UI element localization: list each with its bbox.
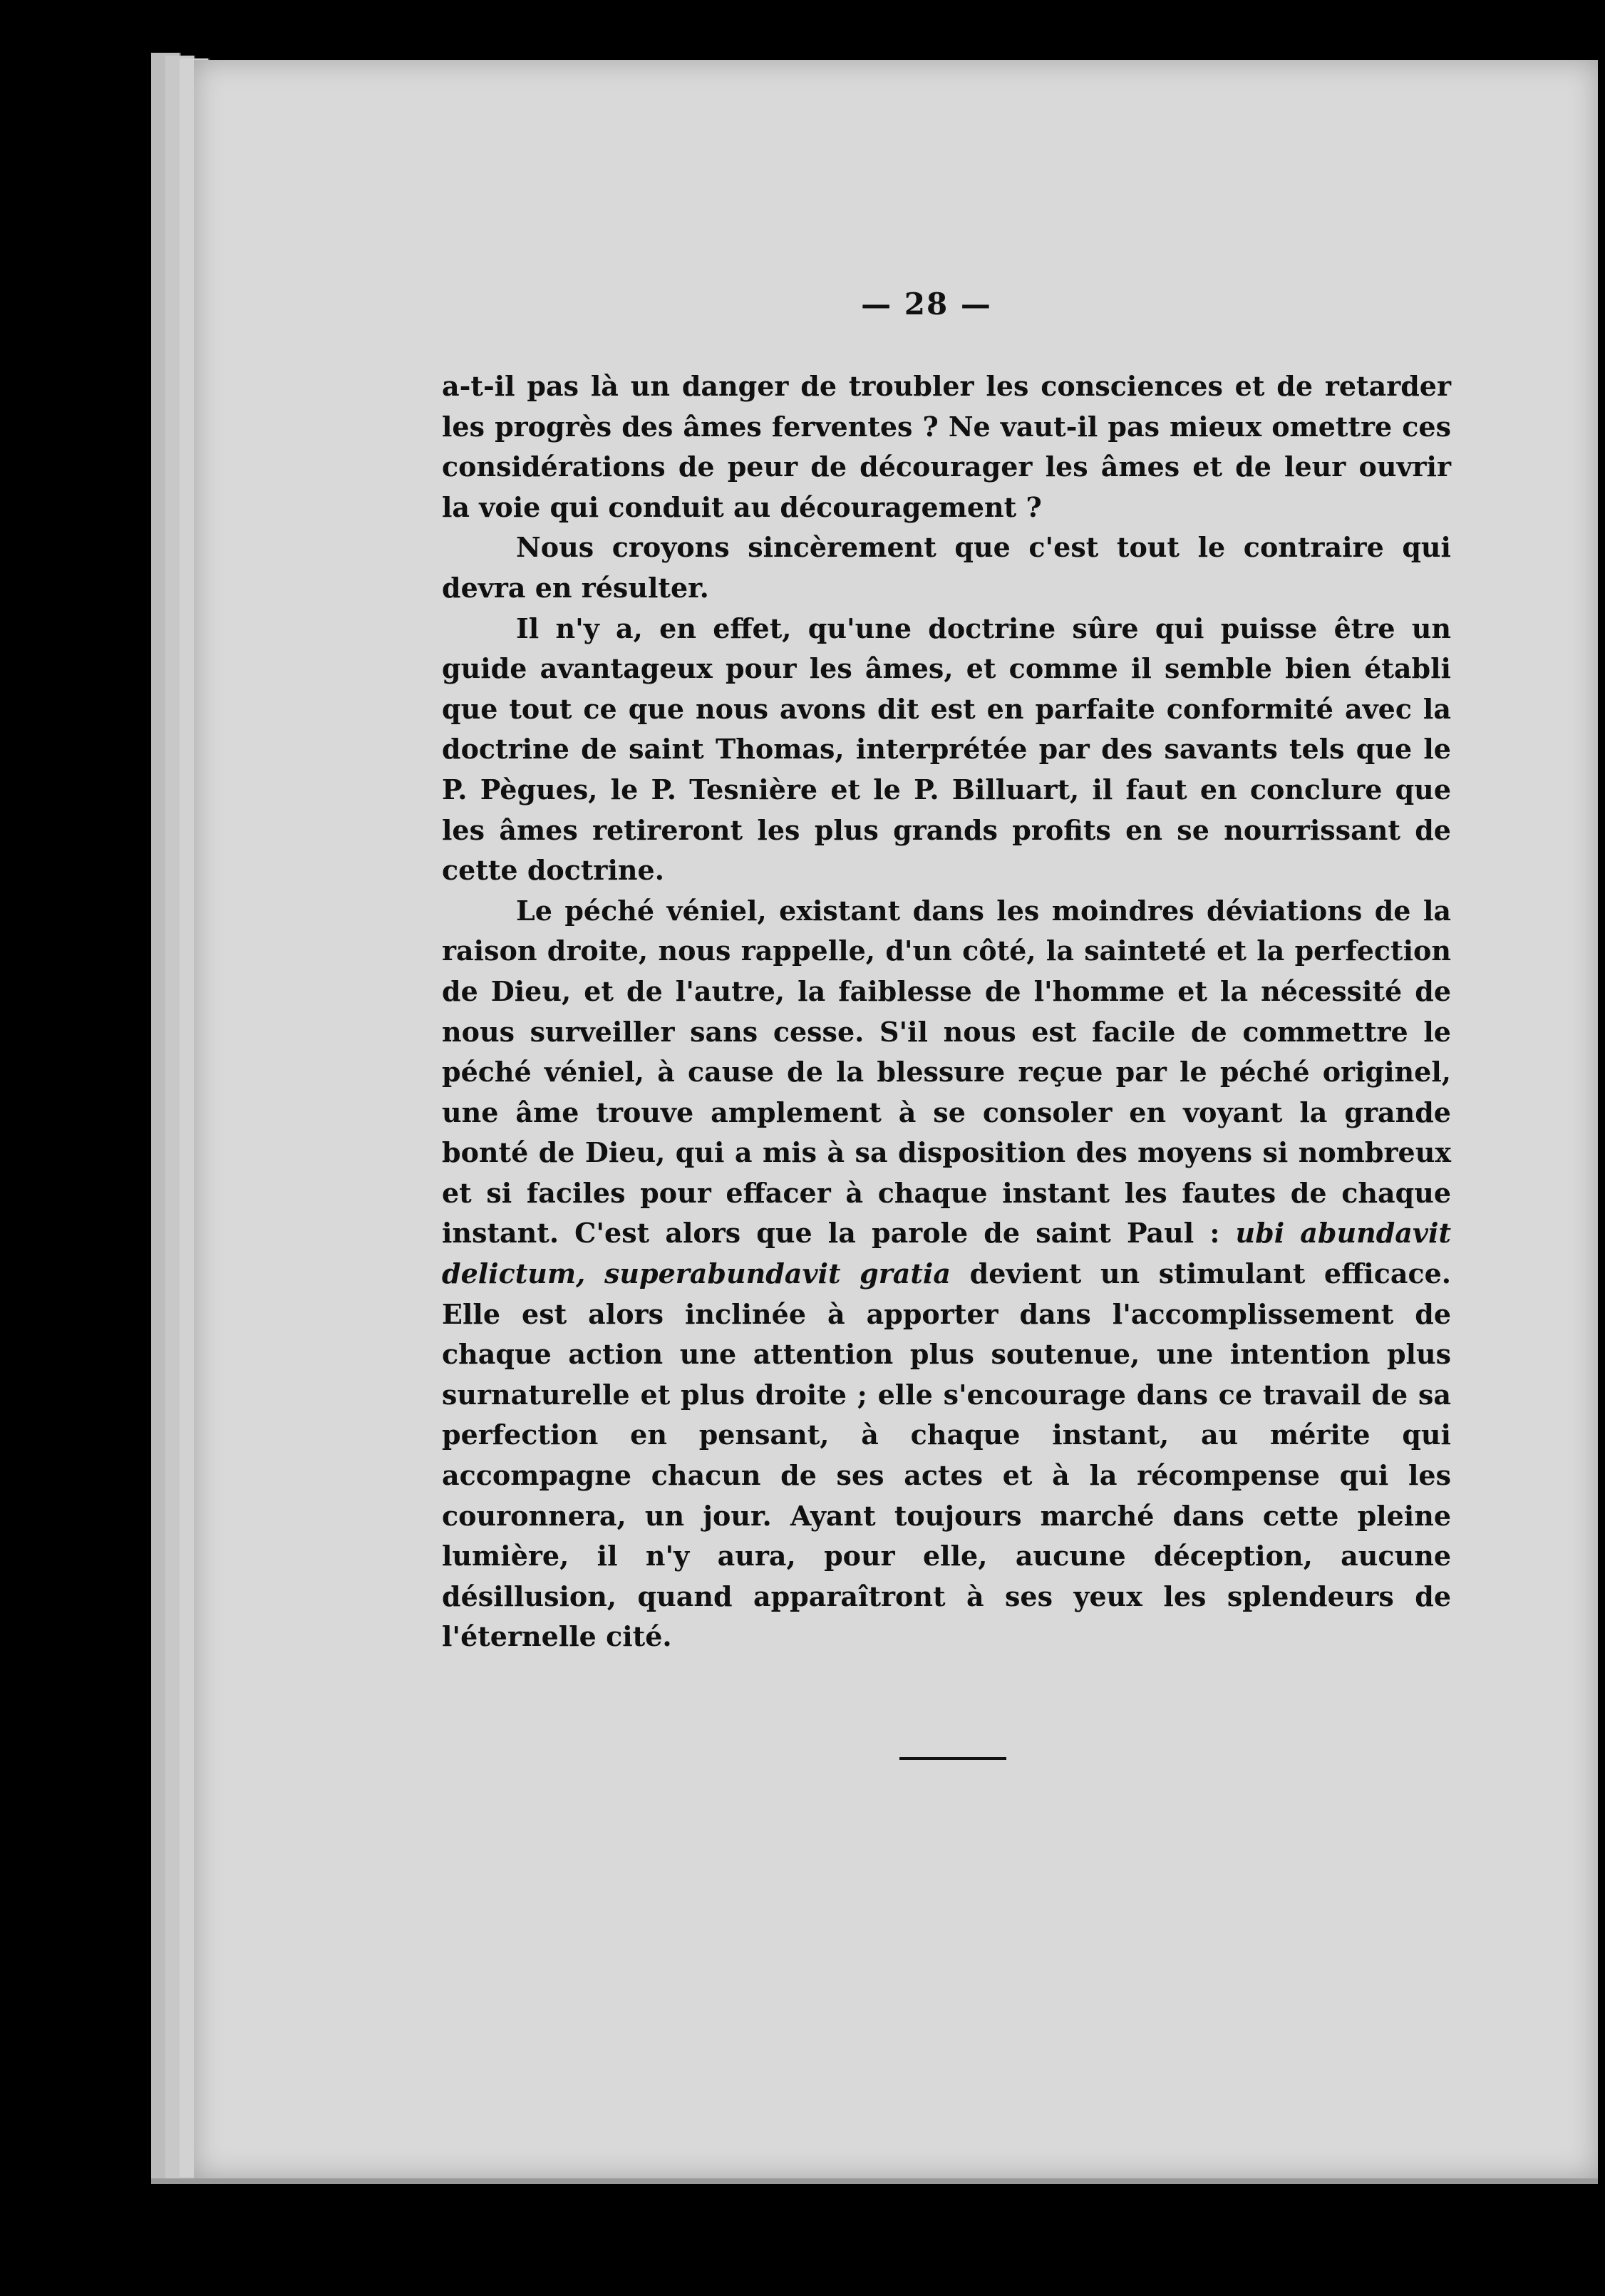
body-text <box>442 366 1451 1657</box>
paragraph-1: a-t-il pas là un danger de troubler les consciences et de retarder les progrès des âmes ferventes ? Ne vaut-il pas mieux omettre ces considérations de peur de décourager les âmes et de leur ouvrir la voie qui conduit au découragement ? <box>442 370 1451 523</box>
end-rule <box>899 1757 1006 1760</box>
latin-quote: ubi abundavit delictum, superabundavit gratia <box>442 1217 1451 1290</box>
page-number: — 28 — <box>861 287 992 321</box>
paragraph-4-text-before: Le péché véniel, existant dans les moindres déviations de la raison droite, nous rappelle, d'un côté, la sainteté et la perfection de Dieu, et de l'autre, la faiblesse de l'homme et la nécessité de nous surveiller sans cesse. S'il nous est facile de commettre le péché véniel, à cause de la blessure reçue par le péché originel, une âme trouve amplement à se consoler en voyant la grande bonté de Dieu, qui a mis à sa disposition des moyens si nombreux et si faciles pour effacer à chaque instant les fautes de chaque instant. C'est alors que la parole de saint Paul : <box>442 894 1451 1250</box>
paragraph-2: Nous croyons sincèrement que c'est tout le contraire qui devra en résulter. <box>442 531 1451 604</box>
paragraph-4 <box>442 891 1451 1657</box>
paragraph-3: Il n'y a, en effet, qu'une doctrine sûre qui puisse être un guide avantageux pour les âmes, et comme il semble bien établi que tout ce que nous avons dit est en parfaite conformité avec la doctrine de saint Thomas, interprétée par des savants tels que le P. Pègues, le P. Tesnière et le P. Billuart, il faut en conclure que les âmes retireront les plus grands profits en se nourrissant de cette doctrine. <box>442 612 1451 887</box>
paragraph-4-text-after: devient un stimulant efficace. Elle est alors inclinée à apporter dans l'accomplissement de chaque action une attention plus soutenue, une intention plus surnaturelle et plus droite ; elle s'encourage dans ce travail de sa perfection en pensant, à chaque instant, au mérite qui accompagne chacun de ses actes et à la récompense qui les couronnera, un jour. Ayant toujours marché dans cette pleine lumière, il n'y aura, pour elle, aucune déception, aucune désillusion, quand apparaîtront à ses yeux les splendeurs de l'éternelle cité. <box>442 1257 1451 1653</box>
page-bottom-edge <box>151 2178 1598 2184</box>
